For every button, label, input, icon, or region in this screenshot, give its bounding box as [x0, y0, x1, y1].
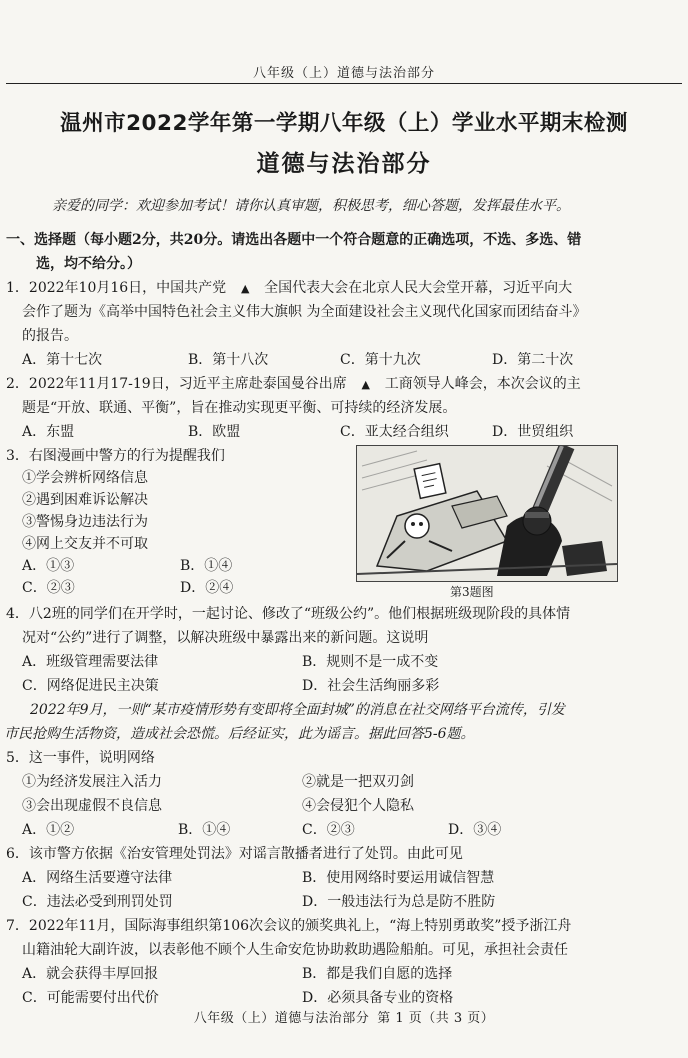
q5-item-3: ③会出现虚假不良信息 [22, 798, 162, 814]
q4-option-c: C．网络促进民主决策 [22, 678, 159, 694]
q3-item-4: ④网上交友并不可取 [22, 536, 148, 552]
q5-item-2: ②就是一把双刃剑 [302, 774, 414, 790]
q5-option-b: B．①④ [178, 822, 231, 838]
q3-option-c: C．②③ [22, 580, 75, 596]
q7-stem-line2: 山籍油轮大副许波，以表彰他不顾个人生命安危协助救助遇险船舶。可见，承担社会责任 [22, 942, 568, 958]
q4-stem-line1: 4．八2班的同学们在开学时，一起讨论、修改了“班级公约”。他们根据班级现阶段的具体情 [6, 606, 571, 622]
q2-stem-part-b: 工商领导人峰会，本次会议的主 [384, 376, 581, 392]
q2-stem-line1 [6, 374, 581, 395]
page-footer [0, 1007, 688, 1026]
footer-subject: 八年级（上）道德与法治部分 [193, 1011, 370, 1026]
q4-option-d: D．社会生活绚丽多彩 [302, 678, 440, 694]
q3-option-b: B．①④ [180, 558, 233, 574]
running-head: 八年级（上）道德与法治部分 [252, 66, 435, 81]
q3-item-2: ②遇到困难诉讼解决 [22, 492, 148, 508]
q1-stem-line2: 会作了题为《高举中国特色社会主义伟大旗帜 为全面建设社会主义现代化国家而团结奋斗》 [22, 304, 587, 320]
q3-cartoon-image [356, 445, 618, 582]
q6-option-c: C．违法必受到刑罚处罚 [22, 894, 173, 910]
q7-stem-line1: 7．2022年11月，国际海事组织第106次会议的颁奖典礼上，“海上特别勇敢奖”授予浙江舟 [6, 918, 572, 934]
header-rule [6, 83, 682, 84]
q2-option-c: C．亚太经合组织 [340, 424, 449, 440]
q2-answer-blank: ▲ [361, 378, 370, 391]
q1-stem-line3: 的报告。 [22, 328, 78, 344]
section1-heading-line2: 选，均不给分。） [36, 256, 141, 272]
q2-option-b: B．欧盟 [188, 424, 241, 440]
q7-option-b: B．都是我们自愿的选择 [302, 966, 453, 982]
greeting: 亲爱的同学：欢迎参加考试！请你认真审题，积极思考，细心答题，发挥最佳水平。 [52, 198, 570, 214]
material-line1: 2022年9月，一则“某市疫情形势有变即将全面封城”的消息在社交网络平台流传，引发 [30, 702, 565, 718]
q5-option-d: D．③④ [448, 822, 502, 838]
q1-option-a: A．第十七次 [22, 352, 103, 368]
q2-option-d: D．世贸组织 [492, 424, 574, 440]
q4-option-a: A．班级管理需要法律 [22, 654, 159, 670]
q1-stem-line1 [6, 278, 572, 299]
q6-option-b: B．使用网络时要运用诚信智慧 [302, 870, 495, 886]
q5-item-4: ④会侵犯个人隐私 [302, 798, 414, 814]
q1-stem-part-a: 1．2022年10月16日，中国共产党 [6, 280, 227, 296]
q4-option-b: B．规则不是一成不变 [302, 654, 439, 670]
q3-option-a: A．①③ [22, 558, 75, 574]
q4-stem-line2: 况对“公约”进行了调整，以解决班级中暴露出来的新问题。这说明 [22, 630, 429, 646]
q3-item-3: ③警惕身边违法行为 [22, 514, 148, 530]
q1-option-c: C．第十九次 [340, 352, 421, 368]
q1-option-b: B．第十八次 [188, 352, 269, 368]
q3-option-d: D．②④ [180, 580, 234, 596]
q1-stem-part-b: 全国代表大会在北京人民大会堂开幕，习近平向大 [264, 280, 573, 296]
q3-figure-caption: 第3题图 [450, 585, 494, 599]
q1-answer-blank: ▲ [240, 282, 250, 295]
q7-option-d: D．必须具备专业的资格 [302, 990, 454, 1006]
exam-subtitle: 道德与法治部分 [256, 151, 432, 177]
q7-option-a: A．就会获得丰厚回报 [22, 966, 159, 982]
q6-stem: 6．该市警方依据《治安管理处罚法》对谣言散播者进行了处罚。由此可见 [6, 846, 463, 862]
q5-item-1: ①为经济发展注入活力 [22, 774, 162, 790]
q2-stem-line2: 题是“开放、联通、平衡”，旨在推动实现更平衡、可持续的经济发展。 [22, 400, 457, 416]
section1-heading-line1: 一、选择题（每小题2分，共20分。请选出各题中一个符合题意的正确选项，不选、多选、错 [6, 232, 582, 248]
q7-option-c: C．可能需要付出代价 [22, 990, 159, 1006]
q3-item-1: ①学会辨析网络信息 [22, 470, 148, 486]
q5-stem: 5．这一事件，说明网络 [6, 750, 155, 766]
cartoon-illustration [357, 446, 617, 581]
q1-option-d: D．第二十次 [492, 352, 574, 368]
q3-stem: 3．右图漫画中警方的行为提醒我们 [6, 448, 225, 464]
exam-title: 温州市2022学年第一学期八年级（上）学业水平期末检测 [60, 111, 628, 136]
q5-option-c: C．②③ [302, 822, 355, 838]
q2-option-a: A．东盟 [22, 424, 75, 440]
material-line2: 市民抢购生活物资，造成社会恐慌。后经证实，此为谣言。据此回答5-6题。 [4, 726, 475, 742]
q6-option-a: A．网络生活要遵守法律 [22, 870, 173, 886]
q5-option-a: A．①② [22, 822, 75, 838]
q6-option-d: D．一般违法行为总是防不胜防 [302, 894, 496, 910]
q2-stem-part-a: 2．2022年11月17-19日，习近平主席赴泰国曼谷出席 [6, 376, 347, 392]
footer-page-number: 第 1 页（共 3 页） [377, 1011, 495, 1026]
